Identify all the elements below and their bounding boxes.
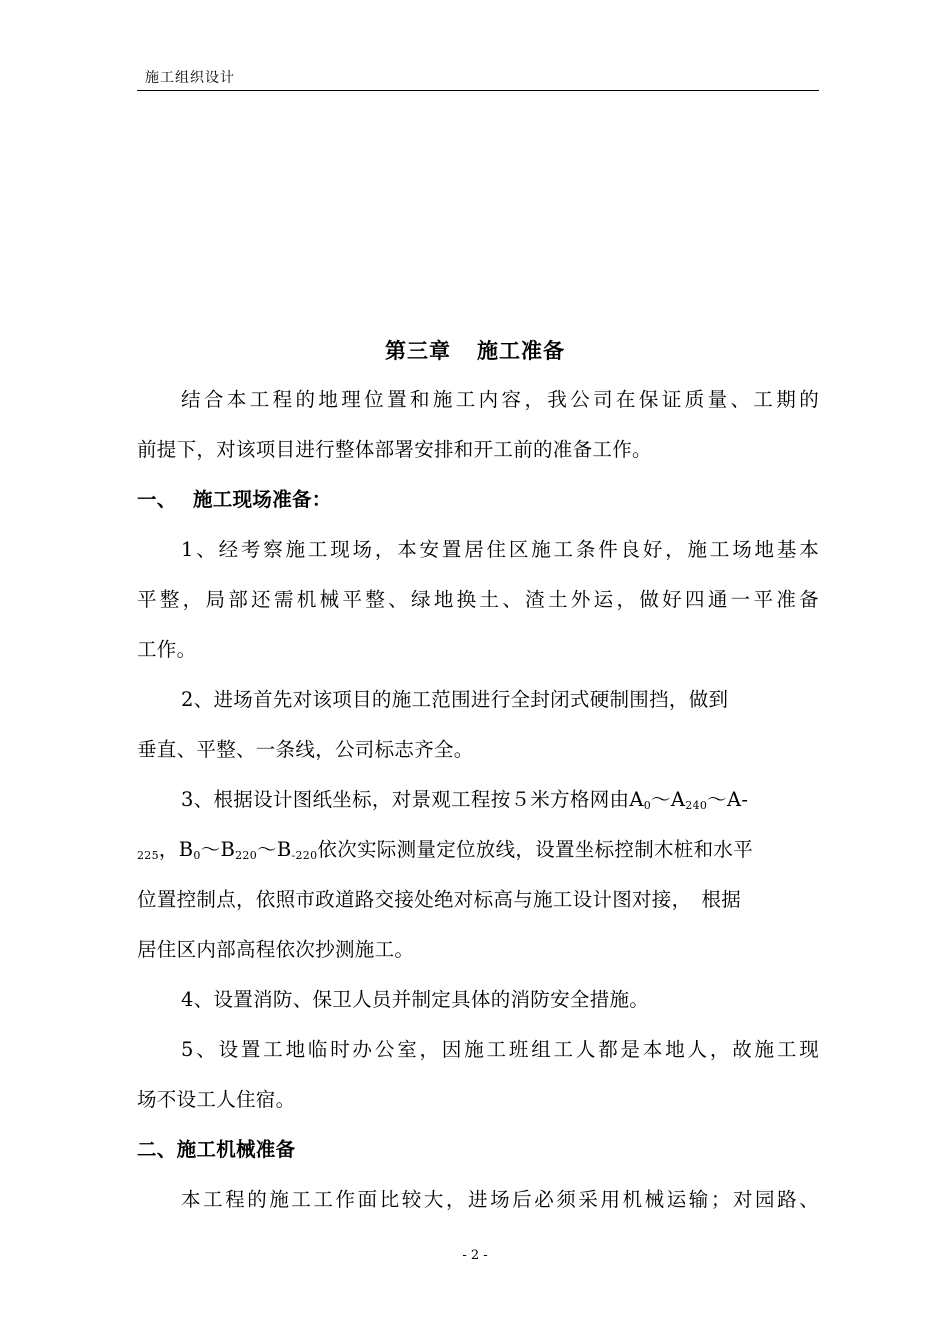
item-3-line-3: 位置控制点，依照市政道路交接处绝对标高与施工设计图对接， 根据	[137, 888, 742, 911]
item-3-prefix: 3、根据设计图纸坐标，对景观工程按５米方格网由	[181, 788, 630, 811]
coord-b-start: B	[178, 838, 194, 861]
section-1-number: 一、	[137, 488, 177, 511]
coord-a-end-sub: 225	[137, 849, 159, 862]
section-1-title: 施工现场准备：	[193, 488, 332, 511]
item-3-line-1	[181, 786, 748, 814]
tilde-1: ～	[651, 788, 671, 811]
page-number: - 2 -	[462, 1248, 488, 1263]
coord-b-end-sub: -220	[291, 849, 318, 862]
item-1-line-2: 平整，局部还需机械平整、绿地换土、渣土外运，做好四通一平准备	[137, 588, 819, 611]
intro-line-1: 结合本工程的地理位置和施工内容，我公司在保证质量、工期的	[181, 388, 819, 411]
coord-a-mid: A	[670, 788, 686, 811]
item-1-line-1: 1、经考察施工现场，本安置居住区施工条件良好，施工场地基本	[181, 538, 819, 561]
item-4-line-1: 4、设置消防、保卫人员并制定具体的消防安全措施。	[181, 988, 650, 1011]
item-2-line-1: 2、进场首先对该项目的施工范围进行全封闭式硬制围挡，做到	[181, 688, 729, 711]
chapter-number: 第三章	[385, 338, 451, 363]
coord-a-mid-sub: 240	[685, 799, 708, 812]
coord-b-mid-sub: 220	[235, 849, 258, 862]
coord-a-end: A-	[726, 788, 749, 811]
section-1-heading	[137, 486, 332, 514]
coord-a-start: A	[629, 788, 644, 811]
item-2-line-2: 垂直、平整、一条线，公司标志齐全。	[137, 738, 474, 761]
intro-line-2: 前提下，对该项目进行整体部署安排和开工前的准备工作。	[137, 438, 652, 461]
item-1-line-3: 工作。	[137, 638, 197, 661]
tilde-3: ～	[200, 838, 221, 861]
header-title: 施工组织设计	[145, 70, 235, 86]
coord-b-end: B	[276, 838, 292, 861]
item-5-line-1: 5、设置工地临时办公室，因施工班组工人都是本地人，故施工现	[181, 1038, 819, 1061]
chapter-name: 施工准备	[477, 338, 565, 363]
item-3-line-4: 居住区内部高程依次抄测施工。	[137, 938, 415, 961]
section-2-heading: 二、施工机械准备	[137, 1138, 296, 1161]
coord-a-start-sub: 0	[643, 799, 652, 812]
comma: ，	[158, 838, 179, 861]
coord-b-start-sub: 0	[193, 849, 201, 862]
item-3-line-2-suffix: 依次实际测量定位放线，设置坐标控制木桩和水平	[317, 838, 754, 861]
item-3-line-2	[137, 836, 753, 864]
chapter-title	[0, 337, 950, 365]
tilde-2: ～	[707, 788, 727, 811]
item-5-line-2: 场不设工人住宿。	[137, 1088, 296, 1111]
page-header	[137, 68, 819, 91]
coord-b-mid: B	[220, 838, 236, 861]
tilde-4: ～	[257, 838, 277, 861]
section-2-line-1: 本工程的施工工作面比较大，进场后必须采用机械运输；对园路、	[181, 1188, 819, 1211]
